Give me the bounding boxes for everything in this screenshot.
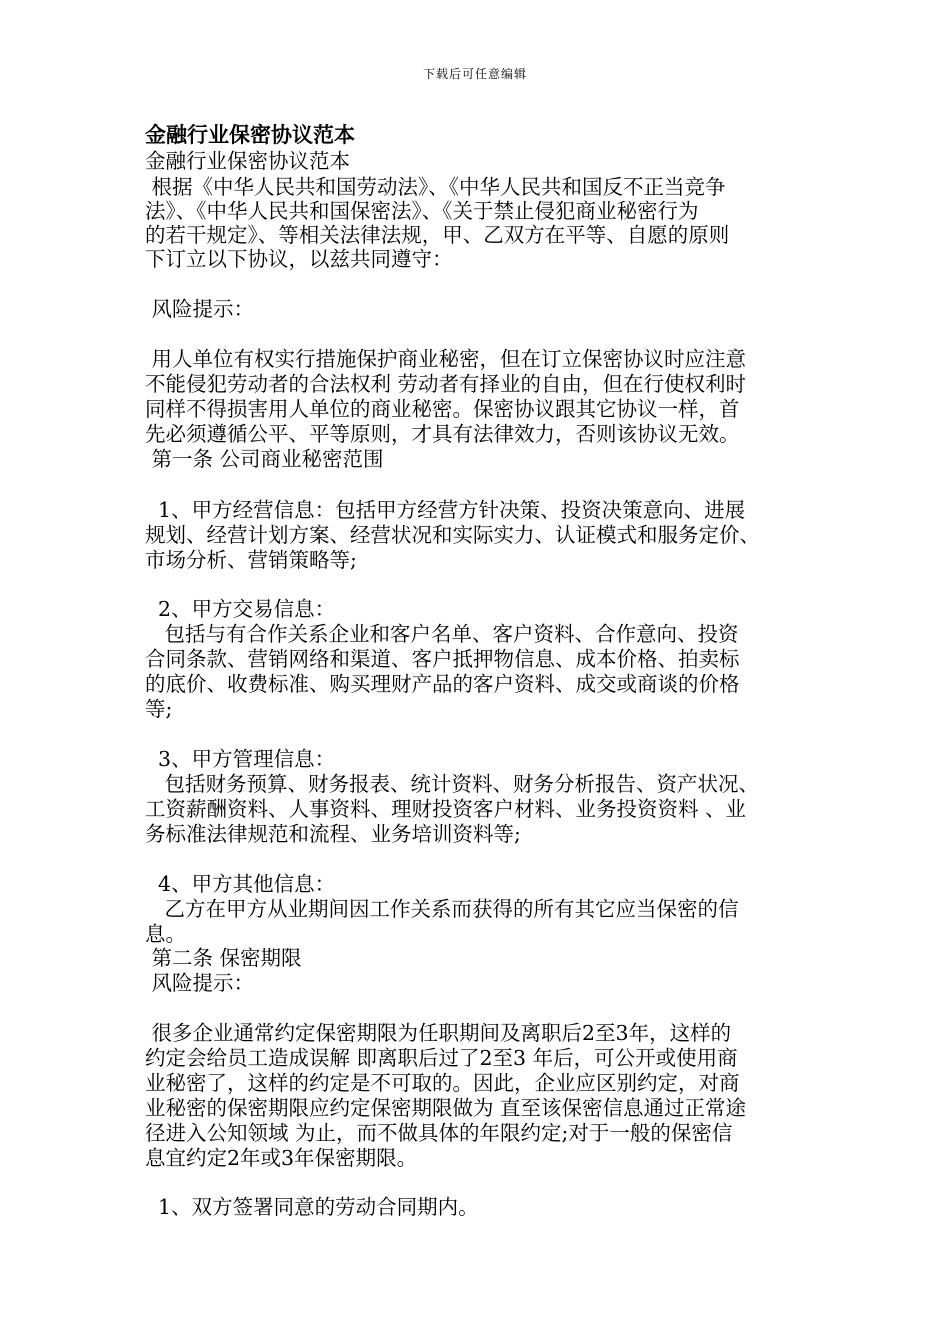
document-title: 金融行业保密协议范本 (145, 122, 355, 147)
paragraph-line: 径进入公知领域 为止，而不做具体的年限约定;对于一般的保密信 (145, 1121, 733, 1145)
paragraph-line: 包括与有合作关系企业和客户名单、客户资料、合作意向、投资 (145, 622, 739, 646)
paragraph-line: 业秘密的保密期限应约定保密期限做为 直至该保密信息通过正常途 (145, 1096, 747, 1120)
paragraph-line: 的底价、收费标准、购买理财产品的客户资料、成交或商谈的价格 (145, 672, 740, 696)
paragraph-line: 很多企业通常约定保密期限为任职期间及离职后2至3年，这样的 (145, 1021, 732, 1045)
paragraph-line: 的若干规定》、等相关法律法规，甲、乙双方在平等、自愿的原则 (145, 223, 730, 247)
paragraph-line: 约定会给员工造成误解 即离职后过了2至3 年后，可公开或使用商 (145, 1046, 738, 1070)
paragraph-line: 先必须遵循公平、平等原则，才具有法律效力，否则该协议无效。 (145, 422, 740, 446)
section-heading: 3、甲方管理信息： (145, 747, 336, 771)
document-subtitle: 金融行业保密协议范本 (145, 149, 350, 173)
paragraph-line: 息宜约定2年或3年保密期限。 (145, 1146, 418, 1170)
paragraph-line: 不能侵犯劳动者的合法权利 劳动者有择业的自由，但在行使权利时 (145, 372, 747, 396)
paragraph-line: 业秘密了，这样的约定是不可取的。因此，企业应区别约定，对商 (145, 1071, 740, 1095)
section-heading: 1、双方签署同意的劳动合同期内。 (145, 1195, 479, 1219)
paragraph-line: 下订立以下协议，以兹共同遵守： (145, 247, 453, 271)
paragraph-line: 等; (145, 697, 173, 721)
page-header-note: 下载后可任意编辑 (422, 67, 527, 81)
risk-heading: 风险提示： (145, 971, 255, 995)
article-heading: 第二条 保密期限 (145, 946, 302, 970)
paragraph-line: 包括财务预算、财务报表、统计资料、财务分析报告、资产状况、 (145, 772, 760, 796)
paragraph-line: 合同条款、营销网络和渠道、客户抵押物信息、成本价格、拍卖标 (145, 647, 740, 671)
section-heading: 2、甲方交易信息： (145, 597, 336, 621)
article-heading: 第一条 公司商业秘密范围 (145, 447, 384, 471)
paragraph-line: 市场分析、营销策略等; (145, 548, 357, 572)
risk-heading: 风险提示： (145, 297, 255, 321)
paragraph-line: 息。 (145, 922, 186, 946)
paragraph-line: 1、甲方经营信息：包括甲方经营方针决策、投资决策意向、进展 (145, 498, 746, 522)
paragraph-line: 用人单位有权实行措施保护商业秘密，但在订立保密协议时应注意 (145, 347, 747, 371)
section-heading: 4、甲方其他信息： (145, 872, 336, 896)
paragraph-line: 根据《中华人民共和国劳动法》、《中华人民共和国反不正当竞争 (145, 175, 726, 199)
paragraph-line: 法》、《中华人民共和国保密法》、《关于禁止侵犯商业秘密行为 (145, 199, 699, 223)
paragraph-line: 工资薪酬资料、人事资料、理财投资客户材料、业务投资资料 、业 (145, 797, 747, 821)
paragraph-line: 同样不得损害用人单位的商业秘密。保密协议跟其它协议一样，首 (145, 397, 740, 421)
paragraph-line: 乙方在甲方从业期间因工作关系而获得的所有其它应当保密的信 (145, 897, 739, 921)
paragraph-line: 务标准法律规范和流程、业务培训资料等; (145, 822, 521, 846)
paragraph-line: 规划、经营计划方案、经营状况和实际实力、认证模式和服务定价、 (145, 523, 760, 547)
